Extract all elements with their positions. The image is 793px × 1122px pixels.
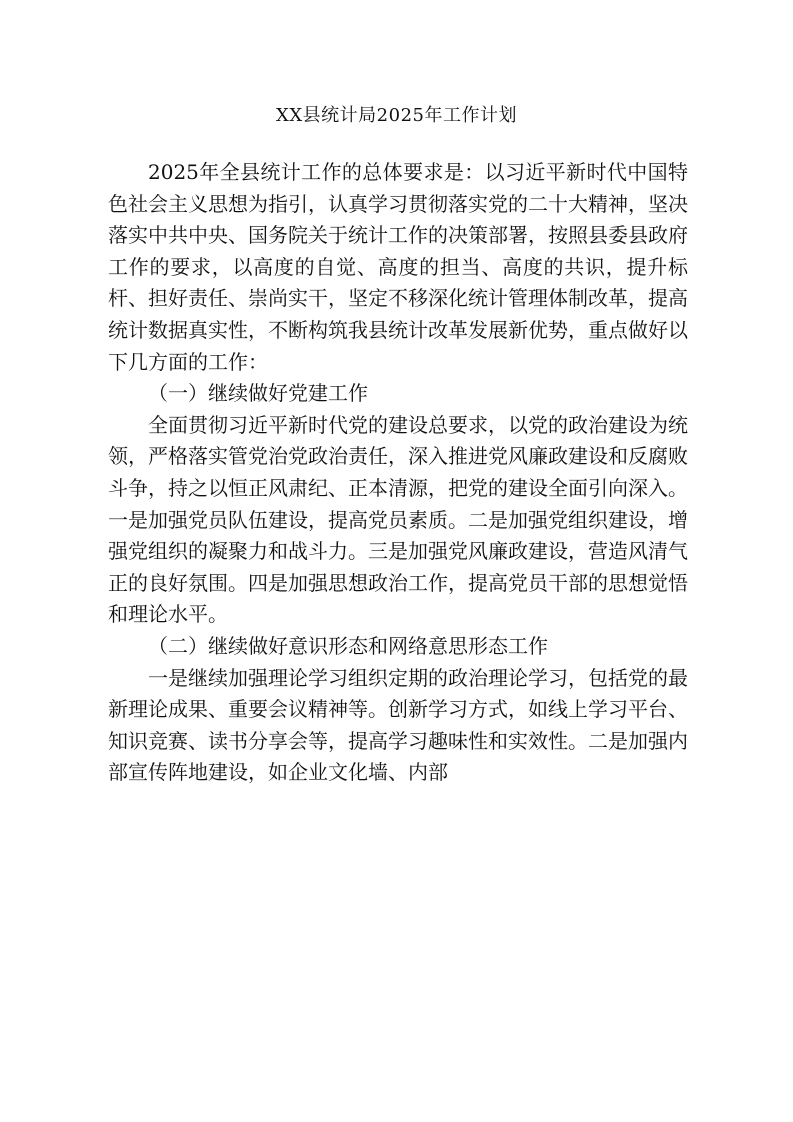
document-body: [108, 157, 688, 789]
section-heading-party-building: （一）继续做好党建工作: [148, 381, 368, 406]
party-building-paragraph: 全面贯彻习近平新时代党的建设总要求，以党的政治建设为统领，严格落实管党治党政治责任，深入推进党风廉政建设和反腐败斗争，持之以恒正风肃纪、正本清源，把党的建设全面引向深入。一是加强党员队伍建设，提高党员素质。二是加强党组织建设，增强党组织的凝聚力和战斗力。三是加强党风廉政建设，营造风清气正的良好氛围。四是加强思想政治工作，提高党员干部的思想觉悟和理论水平。: [108, 412, 688, 627]
ideology-paragraph: 一是继续加强理论学习组织定期的政治理论学习，包括党的最新理论成果、重要会议精神等。创新学习方式，如线上学习平台、知识竞赛、读书分享会等，提高学习趣味性和实效性。二是加强内部宣传阵地建设，如企业文化墙、内部: [108, 665, 688, 785]
section-heading-ideology: （二）继续做好意识形态和网络意思形态工作: [148, 633, 548, 658]
intro-paragraph: 2025年全县统计工作的总体要求是：以习近平新时代中国特色社会主义思想为指引，认真学习贯彻落实党的二十大精神，坚决落实中共中央、国务院关于统计工作的决策部署，按照县委县政府工作的要求，以高度的自觉、高度的担当、高度的共识，提升标杆、担好责任、崇尚实干，坚定不移深化统计管理体制改革，提高统计数据真实性，不断构筑我县统计改革发展新优势，重点做好以下几方面的工作：: [108, 160, 688, 374]
document-title: XX县统计局2025年工作计划: [276, 105, 517, 126]
